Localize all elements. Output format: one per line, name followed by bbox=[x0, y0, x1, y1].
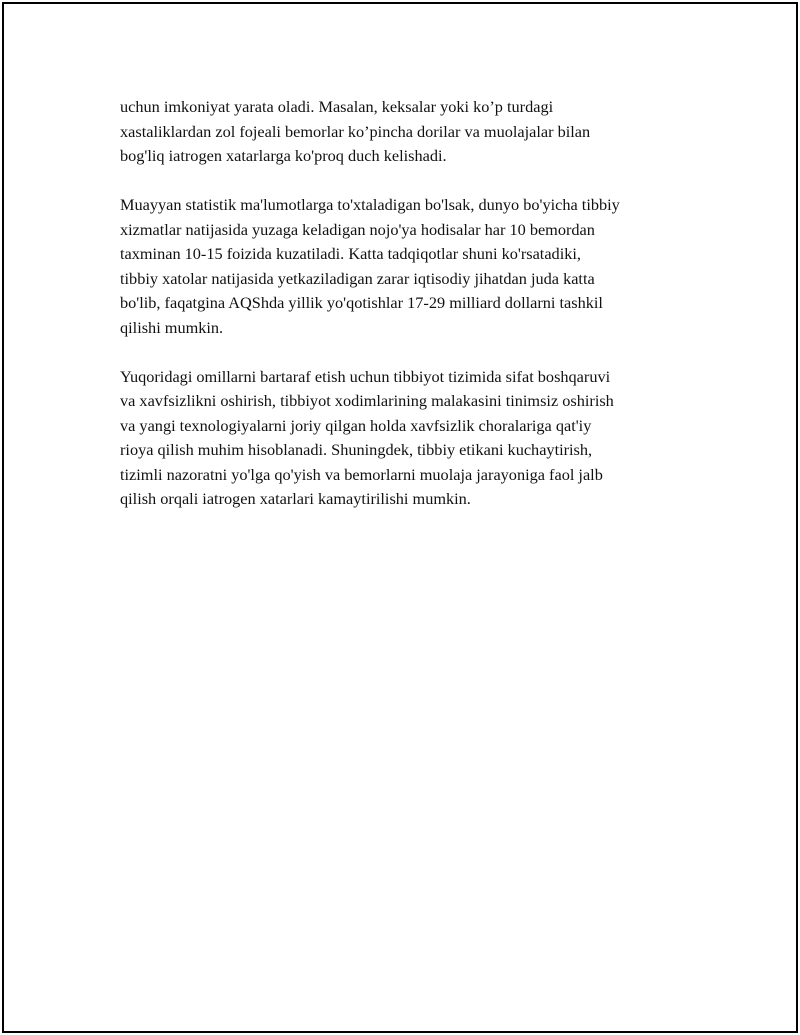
document-page bbox=[2, 2, 798, 1033]
paragraph-3: Yuqoridagi omillarni bartaraf etish uchun tibbiyot tizimida sifat boshqaruvi va xavfsizlikni oshirish, tibbiyot xodimlarining malakasini tinimsiz oshirish va yangi texnologiyalarni joriy qilgan holda xavfsizlik choralariga qat'iy rioya qilish muhim hisoblanadi. Shuningdek, tibbiy etikani kuchaytirish, tizimli nazoratni yo'lga qo'yish va bemorlarni muolaja jarayoniga faol jalb qilish orqali iatrogen xatarlari kamaytirilishi mumkin. bbox=[120, 366, 614, 508]
paragraph-1: uchun imkoniyat yarata oladi. Masalan, keksalar yoki ko’p turdagi xastaliklardan zol fojeali bemorlar ko’pincha dorilar va muolajalar bilan bog'liq iatrogen xatarlarga ko'proq duch kelishadi. bbox=[120, 97, 591, 165]
document-body bbox=[120, 95, 700, 536]
paragraph-2: Muayyan statistik ma'lumotlarga to'xtaladigan bo'lsak, dunyo bo'yicha tibbiy xizmatlar natijasida yuzaga keladigan nojo'ya hodisalar har 10 bemordan taxminan 10-15 foizida kuzatiladi. Katta tadqiqotlar shuni ko'rsatadiki, tibbiy xatolar natijasida yetkaziladigan zarar iqtisodiy jihatdan juda katta bo'lib, faqatgina AQShda yillik yo'qotishlar 17-29 milliard dollarni tashkil qilishi mumkin. bbox=[120, 195, 620, 337]
